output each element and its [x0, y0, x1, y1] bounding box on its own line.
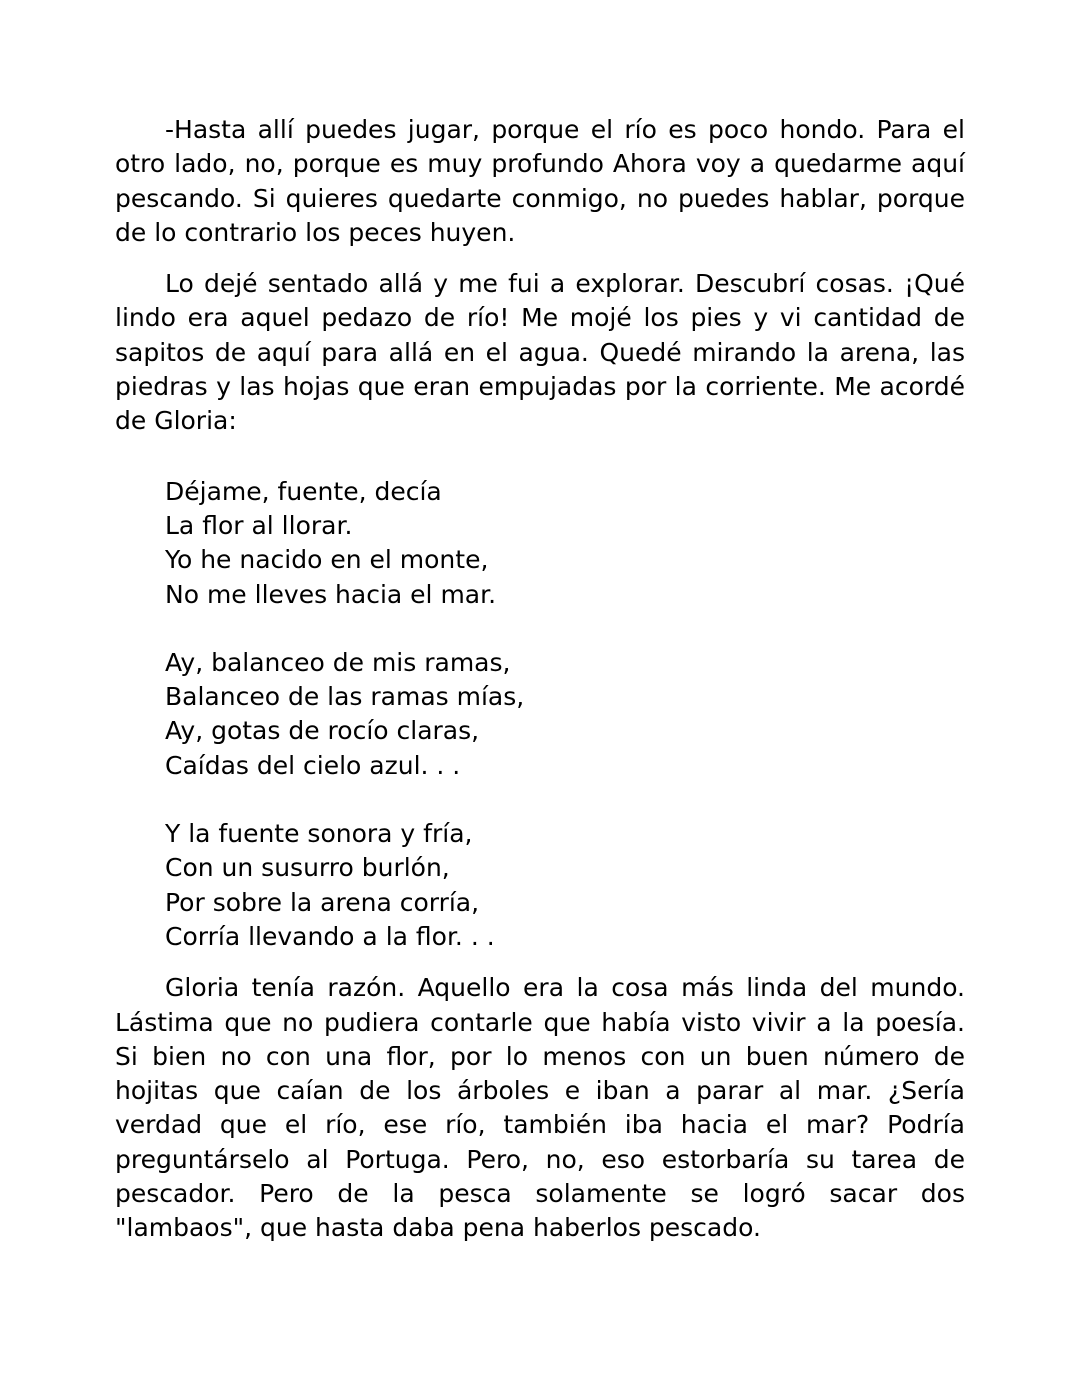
poem-line: No me lleves hacia el mar.	[165, 579, 497, 609]
poem-line: Y la fuente sonora y fría,	[165, 819, 473, 849]
poem-line: Con un susurro burlón,	[165, 853, 450, 883]
poem-line: Balanceo de las ramas mías,	[165, 682, 525, 712]
poem-stanza-1	[165, 475, 965, 612]
poem-line: Déjame, fuente, decía	[165, 476, 442, 506]
poem-stanza-2	[165, 646, 965, 783]
poem-line: Por sobre la arena corría,	[165, 887, 480, 917]
poem-line: Yo he nacido en el monte,	[165, 545, 489, 575]
document-page	[115, 113, 965, 1246]
paragraph-1: -Hasta allí puedes jugar, porque el río es poco hondo. Para el otro lado, no, porque es muy profundo Ahora voy a quedarme aquí pescando. Si quieres quedarte conmigo, no puedes hablar, porque de lo contrario los peces huyen.	[115, 115, 965, 247]
poem-stanza-3	[165, 817, 965, 954]
poem-line: Corría llevando a la flor. . .	[165, 921, 495, 951]
poem-line: La flor al llorar.	[165, 510, 353, 540]
poem-line: Ay, gotas de rocío claras,	[165, 716, 480, 746]
paragraph-2: Lo dejé sentado allá y me fui a explorar. Descubrí cosas. ¡Qué lindo era aquel pedazo de río! Me mojé los pies y vi cantidad de sapitos de aquí para allá en el agua. Quedé mirando la arena, las piedras y las hojas que eran empujadas por la corriente. Me acordé de Gloria:	[115, 269, 965, 436]
poem	[165, 475, 965, 955]
poem-line: Ay, balanceo de mis ramas,	[165, 647, 511, 677]
poem-line: Caídas del cielo azul. . .	[165, 750, 461, 780]
paragraph-3: Gloria tenía razón. Aquello era la cosa más linda del mundo. Lástima que no pudiera contarle que había visto vivir a la poesía. Si bien no con una flor, por lo menos con un buen número de hojitas que caían de los árboles e iban a parar al mar. ¿Sería verdad que el río, ese río, también iba hacia el mar? Podría preguntárselo al Portuga. Pero, no, eso estorbaría su tarea de pescador. Pero de la pesca solamente se logró sacar dos "lambaos", que hasta daba pena haberlos pescado.	[115, 973, 965, 1243]
